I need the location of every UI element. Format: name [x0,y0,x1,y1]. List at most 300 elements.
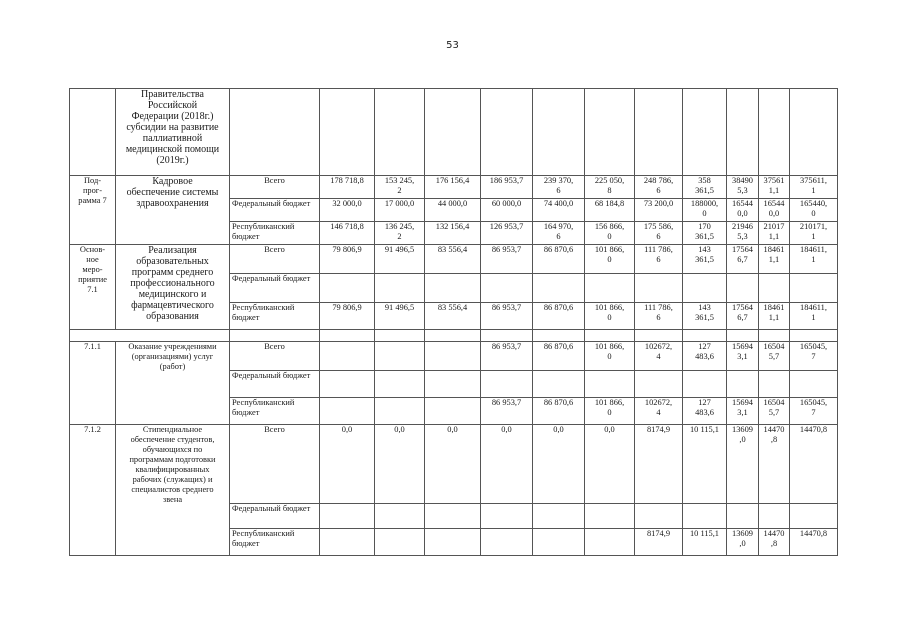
text-line: 0,0 [341,425,353,434]
text-line: звена [162,495,183,504]
text-line: 21017 [763,222,785,231]
text-line: 16504 [763,342,785,351]
text-line: 1 [811,255,816,264]
text-line: 7.1 [87,285,98,294]
value-cell [683,371,727,398]
value-cell [375,303,425,330]
text-line: 86 870,6 [543,245,574,254]
value-cell [759,330,790,342]
text-line: 146 718,8 [330,222,364,231]
text-line: 5,7 [768,408,780,417]
text-line: 83 556,4 [437,245,468,254]
value-cell [481,274,533,303]
text-line: Правительства [141,89,204,100]
text-line: 102672, [644,398,673,407]
text-line: ,0 [739,435,746,444]
text-line: 6 [656,186,661,195]
value-cell [585,199,635,222]
value-cell [683,274,727,303]
value-cell [585,303,635,330]
text-line: программ среднего [131,267,214,278]
text-line: 375611, [800,176,827,185]
page-number: 53 [446,40,459,51]
text-line: обеспечение системы [126,187,219,198]
text-line: 10 115,1 [689,529,719,538]
value-cell [683,222,727,245]
table-row [70,176,838,199]
row-name-cell [116,245,230,330]
value-cell [683,398,727,425]
value-cell [425,371,481,398]
text-line: 8 [607,186,612,195]
value-cell [635,303,683,330]
text-line: 5,7 [768,352,780,361]
value-cell [533,330,585,342]
value-cell [585,245,635,274]
value-cell [635,245,683,274]
text-line: 184611, [800,245,827,254]
text-line: Российской [147,100,198,111]
table-row [70,342,838,371]
source-cell [230,425,320,504]
text-line: 175 586, [643,222,674,231]
text-line: 60 000,0 [491,199,522,208]
text-line: 239 370, [543,176,574,185]
text-line: Стипендиальное [142,425,203,434]
row-name-cell [116,425,230,556]
value-cell [683,342,727,371]
text-line: 132 156,4 [435,222,470,231]
value-cell [320,330,375,342]
text-line: 178 718,8 [330,176,364,185]
value-cell [727,330,759,342]
text-line: 18461 [763,303,785,312]
value-cell [533,398,585,425]
budget-table [69,88,838,556]
value-cell [481,529,533,556]
source-label: Всего [264,342,285,351]
text-line: 16544 [732,199,753,208]
value-cell [635,371,683,398]
value-cell [320,274,375,303]
value-cell [320,222,375,245]
value-cell [585,425,635,504]
value-cell [635,330,683,342]
text-line: 73 200,0 [643,199,674,208]
text-line: 0 [607,408,612,417]
value-cell [683,529,727,556]
value-cell [683,330,727,342]
text-line: Федерации (2018г.) [131,111,214,122]
value-cell [533,342,585,371]
text-line: 79 806,9 [332,303,362,312]
text-line: 0 [607,232,612,241]
text-line: специалистов среднего [131,485,214,494]
text-line: 101 866, [594,303,625,312]
text-line: 165440, [799,199,828,208]
value-cell [727,504,759,529]
text-line: 361,5 [695,313,714,322]
text-line: 156 866, [594,222,625,231]
text-line: 74 400,0 [543,199,574,208]
source-label: Республиканский бюджет [232,398,295,417]
text-line: прог- [82,186,103,195]
text-line: 225 050, [594,176,625,185]
value-cell [375,274,425,303]
text-line: 86 953,7 [491,303,522,312]
text-line: ное [86,255,99,264]
text-line: 165045, [799,398,828,407]
value-cell [759,342,790,371]
value-cell [759,199,790,222]
text-line: (работ) [159,362,186,371]
direction-label-cell [70,330,230,342]
source-cell [230,342,320,371]
text-line: 14470 [763,425,785,434]
text-line: 1 [811,232,816,241]
text-line: 127 [698,342,711,351]
text-line: медицинской помощи [125,144,220,155]
value-cell [790,176,838,199]
source-label: Республиканский бюджет [232,222,295,241]
text-line: 153 245, [384,176,415,185]
row-code: 7.1.2 [84,425,101,434]
value-cell [425,342,481,371]
value-cell [759,425,790,504]
text-line: 6 [656,232,661,241]
value-cell [790,342,838,371]
value-cell [425,398,481,425]
value-cell [635,89,683,176]
value-cell [481,342,533,371]
source-cell [230,245,320,274]
text-line: 186 953,7 [489,176,524,185]
value-cell [425,504,481,529]
value-cell [320,342,375,371]
value-cell [481,425,533,504]
value-cell [683,504,727,529]
value-cell [375,222,425,245]
text-line: 165045, [799,342,828,351]
text-line: Кадровое [152,176,193,187]
value-cell [425,176,481,199]
text-line: 91 496,5 [384,303,415,312]
value-cell [375,398,425,425]
text-line: 1 [811,186,816,195]
text-line: рамма 7 [78,196,107,205]
row-code: 7.1.1 [84,342,101,351]
value-cell [375,342,425,371]
row-code-cell [70,425,116,556]
source-label: Республиканский бюджет [232,529,295,548]
text-line: 14470,8 [799,425,828,434]
text-line: квалифицированных [135,465,210,474]
text-line: 111 786, [644,303,673,312]
value-cell [727,274,759,303]
text-line: 15694 [732,342,753,351]
value-cell [790,274,838,303]
text-line: 21946 [732,222,753,231]
value-cell [481,504,533,529]
text-line: Под- [83,176,102,185]
text-line: 111 786, [644,245,673,254]
source-cell [230,371,320,398]
value-cell [727,371,759,398]
text-line: паллиативной [142,133,203,144]
row-name-cell [116,89,230,176]
value-cell [683,425,727,504]
value-cell [727,529,759,556]
source-label: Федеральный бюджет [232,371,311,380]
text-line: 0,0 [394,425,405,434]
text-line: 2 [397,232,402,241]
text-line: 248 786, [643,176,674,185]
text-line: 170 [698,222,711,231]
text-line: 0,0 [501,425,512,434]
text-line: 358 [698,176,711,185]
text-line: 86 870,6 [543,303,574,312]
value-cell [790,89,838,176]
text-line: 4 [656,408,661,417]
value-cell [727,425,759,504]
value-cell [533,504,585,529]
value-cell [585,529,635,556]
value-cell [759,303,790,330]
source-cell [230,222,320,245]
value-cell [727,222,759,245]
value-cell [790,245,838,274]
value-cell [759,176,790,199]
text-line: 0 [811,209,816,218]
text-line: образования [146,311,199,322]
value-cell [375,89,425,176]
value-cell [635,342,683,371]
text-line: 483,6 [695,408,714,417]
value-cell [533,176,585,199]
value-cell [375,425,425,504]
text-line: 1,1 [768,186,780,195]
value-cell [585,371,635,398]
text-line: 127 [698,398,711,407]
value-cell [320,425,375,504]
text-line: 101 866, [594,245,625,254]
value-cell [320,504,375,529]
value-cell [759,371,790,398]
value-cell [533,371,585,398]
text-line: 143 [698,245,711,254]
text-line: 143 [698,303,711,312]
text-line: обеспечение студентов, [130,435,215,444]
text-line: профессионального [130,278,215,289]
value-cell [320,176,375,199]
text-line: 86 953,7 [491,245,522,254]
text-line: приятие [78,275,107,284]
source-cell [230,274,320,303]
value-cell [727,303,759,330]
text-line: Реализация [148,245,197,256]
value-cell [375,245,425,274]
text-line: 176 156,4 [435,176,470,185]
text-line: 361,5 [695,255,714,264]
text-line: 1,1 [768,232,780,241]
text-line: 0,0 [447,425,458,434]
text-line: 101 866, [594,342,625,351]
value-cell [683,245,727,274]
source-cell [230,303,320,330]
text-line: программам подготовки [129,455,216,464]
source-cell [230,504,320,529]
value-cell [790,398,838,425]
value-cell [533,303,585,330]
table-row [70,245,838,274]
value-cell [790,222,838,245]
value-cell [425,199,481,222]
text-line: 5,3 [737,232,748,241]
value-cell [727,89,759,176]
value-cell [759,504,790,529]
value-cell [320,89,375,176]
text-line: 8174,9 [646,425,671,434]
value-cell [533,89,585,176]
text-line: 38490 [732,176,753,185]
text-line: меро- [82,265,103,274]
source-label: Федеральный бюджет [232,504,311,513]
value-cell [585,176,635,199]
value-cell [481,199,533,222]
text-line: (организациями) услуг [131,352,214,361]
value-cell [481,176,533,199]
text-line: 32 000,0 [332,199,362,208]
value-cell [375,176,425,199]
value-cell [759,245,790,274]
text-line: 164 970, [543,222,574,231]
value-cell [320,398,375,425]
text-line: (2019г.) [156,155,189,166]
value-cell [533,274,585,303]
value-cell [533,245,585,274]
text-line: 17 000,0 [384,199,415,208]
text-line: 361,5 [695,232,714,241]
value-cell [425,529,481,556]
text-line: 0 [702,209,707,218]
text-line: ,0 [739,539,746,548]
value-cell [635,222,683,245]
value-cell [683,303,727,330]
value-cell [481,89,533,176]
value-cell [790,303,838,330]
text-line: 0,0 [553,425,564,434]
table-row [70,330,838,342]
text-line: 44 000,0 [437,199,468,208]
text-line: 7 [811,352,816,361]
text-line: 86 870,6 [543,342,574,351]
value-cell [727,342,759,371]
source-cell [230,330,320,342]
value-cell [375,199,425,222]
text-line: 14470,8 [799,529,828,538]
text-line: 14470 [763,529,785,538]
text-line: 4 [656,352,661,361]
text-line: образовательных [136,256,209,267]
text-line: 6 [656,313,661,322]
text-line: 0 [607,352,612,361]
table-row [70,425,838,504]
value-cell [585,504,635,529]
text-line: 0,0 [604,425,615,434]
row-name-cell [116,342,230,425]
text-line: 0,0 [737,209,748,218]
text-line: 136 245, [384,222,415,231]
row-code-cell [70,176,116,245]
value-cell [533,199,585,222]
value-cell [375,330,425,342]
value-cell [585,274,635,303]
text-line: 68 184,8 [594,199,625,208]
table-row [70,89,838,176]
value-cell [683,89,727,176]
text-line: 0 [607,255,612,264]
source-cell [230,398,320,425]
text-line: 79 806,9 [332,245,362,254]
text-line: 86 953,7 [491,342,522,351]
source-cell [230,89,320,176]
text-line: 210171, [799,222,828,231]
text-line: ,8 [770,435,778,444]
text-line: 1 [811,313,816,322]
text-line: рабочих (служащих) и [132,475,213,484]
value-cell [635,398,683,425]
text-line: 16504 [763,398,785,407]
value-cell [533,222,585,245]
text-line: 0,0 [768,209,780,218]
text-line: 6,7 [737,313,748,322]
text-line: 17564 [732,303,753,312]
value-cell [727,245,759,274]
text-line: 483,6 [695,352,714,361]
source-label: Федеральный бюджет [232,199,311,208]
text-line: 10 115,1 [689,425,719,434]
value-cell [790,504,838,529]
value-cell [790,371,838,398]
value-cell [320,303,375,330]
value-cell [320,199,375,222]
text-line: ,8 [770,539,778,548]
value-cell [585,222,635,245]
value-cell [635,529,683,556]
value-cell [425,330,481,342]
text-line: 361,5 [695,186,714,195]
value-cell [585,342,635,371]
text-line: обучающихся по [142,445,203,454]
source-label: Всего [264,245,285,254]
text-line: Оказание учреждениями [128,342,217,351]
value-cell [481,303,533,330]
value-cell [727,398,759,425]
value-cell [585,398,635,425]
row-name-cell [116,176,230,245]
value-cell [425,245,481,274]
value-cell [759,398,790,425]
text-line: 102672, [644,342,673,351]
text-line: 37561 [763,176,785,185]
value-cell [533,529,585,556]
row-code-cell [70,342,116,425]
text-line: субсидии на развитие [126,122,219,133]
text-line: 91 496,5 [384,245,415,254]
text-line: 2 [397,186,402,195]
text-line: 0 [607,313,612,322]
text-line: 126 953,7 [489,222,524,231]
